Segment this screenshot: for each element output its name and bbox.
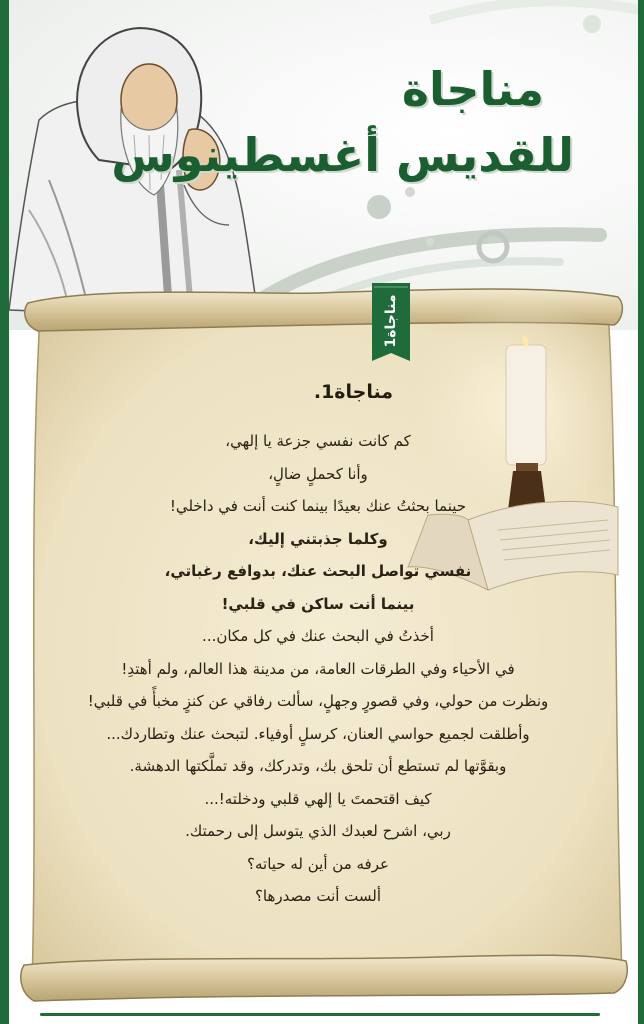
decor-circle	[367, 195, 391, 219]
prayer-line: ونظرت من حولي، وفي قصورٍ وجهلٍ، سألت رفاقي عن كنزٍ مخبأً في قلبي!	[87, 692, 549, 710]
section-heading: مناجاة1.	[313, 381, 393, 403]
prayer-line: ألست أنت مصدرها؟	[254, 887, 382, 905]
decor-circle	[426, 238, 434, 246]
prayer-line: ربي، اشرح لعبدك الذي يتوسل إلى رحمتك.	[185, 822, 451, 840]
bottom-rule	[40, 1013, 600, 1016]
prayer-line: وبقوَّتها لم تستطع أن تلحق بك، وتدركك، وقد تملَّكتها الدهشة.	[129, 757, 507, 775]
prayer-line: وأنا كحملٍ ضالٍ،	[268, 464, 368, 483]
prayer-line: أخذتُ في البحث عنك في كل مكان...	[202, 627, 434, 645]
right-green-border	[638, 0, 644, 1024]
prayer-line: بينما أنت ساكن في قلبي!	[221, 594, 415, 613]
section-tag-label: مناجاة1	[383, 294, 399, 348]
prayer-text	[58, 425, 578, 913]
decor-circle	[405, 187, 415, 197]
prayer-line: نفسي تواصل البحث عنك، بدوافع رغباتي،	[164, 562, 472, 580]
prayer-line: وكلما جذبتني إليك،	[248, 529, 388, 548]
page-title-line1: مناجاة	[401, 62, 544, 116]
decor-circle	[583, 15, 601, 33]
prayer-line: كم كانت نفسي جزعة يا إلهي،	[225, 432, 411, 450]
section-tag-ribbon	[372, 283, 410, 369]
left-green-border	[0, 0, 9, 1024]
parchment-scroll	[18, 285, 628, 1005]
prayer-line: وأطلقت لجميع حواسي العنان، كرسلٍ أوفياء. لتبحث عنك وتطاردك...	[106, 724, 530, 743]
prayer-line: كيف اقتحمتَ يا إلهي قلبي ودخلته!...	[204, 789, 432, 808]
prayer-line: عرفه من أين له حياته؟	[247, 854, 389, 873]
page-title-line2: للقديس أغسطينوس	[111, 128, 574, 182]
prayer-line: في الأحياء وفي الطرقات العامة، من مدينة هذا العالم، ولم أهتدِ!	[121, 659, 515, 678]
prayer-line: حينما بحثتُ عنك بعيدًا بينما كنت أنت في داخلي!	[169, 497, 467, 515]
